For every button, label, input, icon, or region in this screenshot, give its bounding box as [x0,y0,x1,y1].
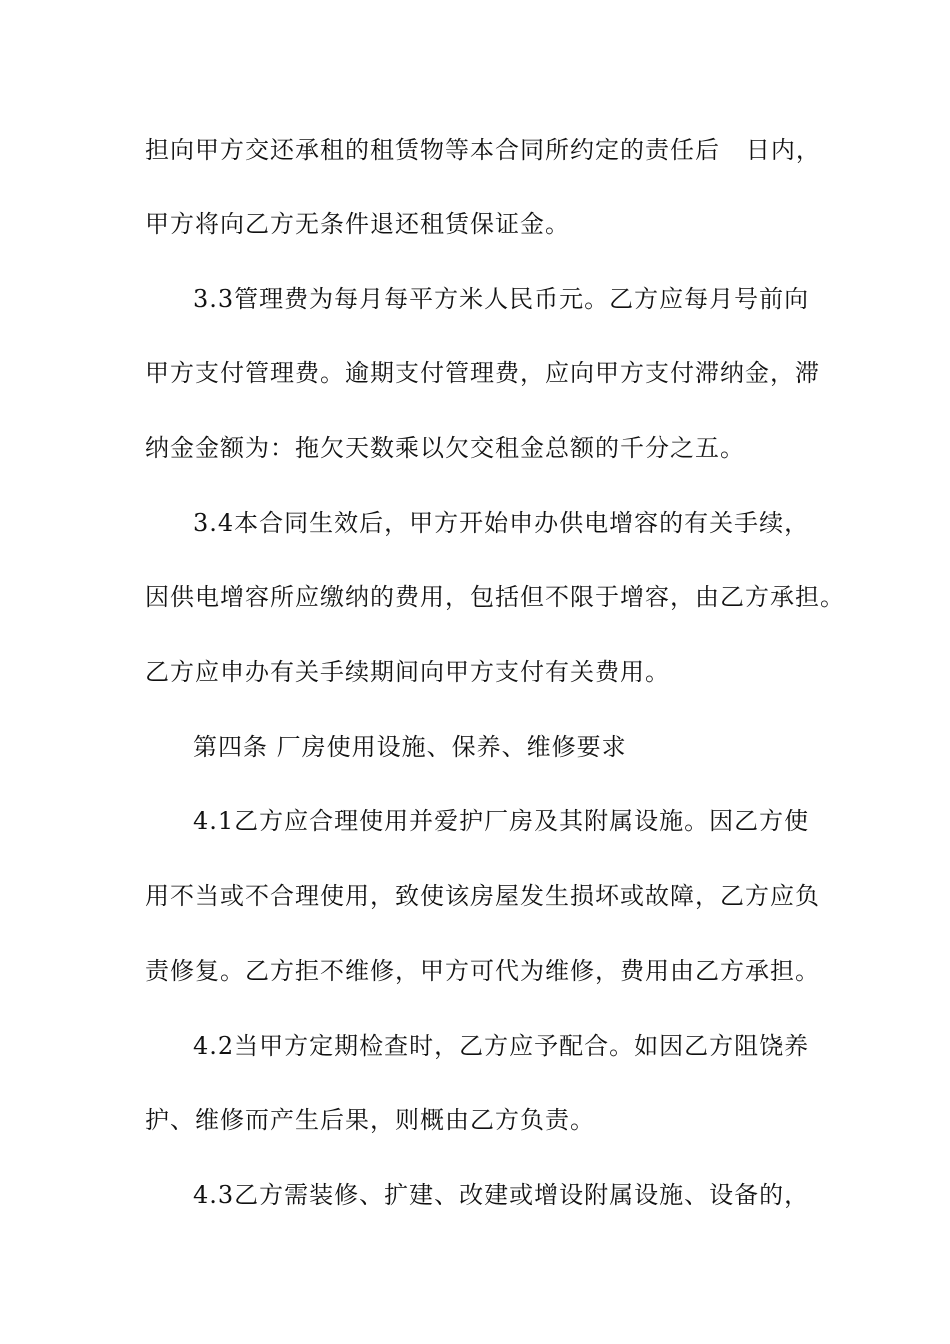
clause-3-4-text: 3.4本合同生效后，甲方开始申办供电增容的有关手续， [193,509,810,537]
text-line: 责修复。乙方拒不维修，甲方可代为维修，费用由乙方承担。 [145,957,820,985]
article-4-heading: 第四条 厂房使用设施、保养、维修要求 [193,733,627,761]
clause-4-3-text: 4.3乙方需装修、扩建、改建或增设附属设施、设备的， [193,1181,810,1209]
text-line: 用不当或不合理使用，致使该房屋发生损坏或故障，乙方应负 [145,882,820,910]
text-line: 纳金金额为：拖欠天数乘以欠交租金总额的千分之五。 [145,434,745,462]
text-line: 护、维修而产生后果，则概由乙方负责。 [145,1106,595,1134]
text-line: 甲方将向乙方无条件退还租赁保证金。 [145,210,570,238]
clause-4-1-text: 4.1乙方应合理使用并爱护厂房及其附属设施。因乙方使 [193,807,810,835]
text-line: 乙方应申办有关手续期间向甲方支付有关费用。 [145,658,670,686]
clause-3-3-text: 3.3管理费为每月每平方米人民币元。乙方应每月号前向 [193,285,810,313]
clause-4-2-text: 4.2当甲方定期检查时，乙方应予配合。如因乙方阻饶养 [193,1032,810,1060]
text-line: 甲方支付管理费。逾期支付管理费，应向甲方支付滞纳金，滞 [145,359,820,387]
text-line: 担向甲方交还承租的租赁物等本合同所约定的责任后 日内， [145,136,821,164]
text-line: 因供电增容所应缴纳的费用，包括但不限于增容，由乙方承担。 [145,583,845,611]
